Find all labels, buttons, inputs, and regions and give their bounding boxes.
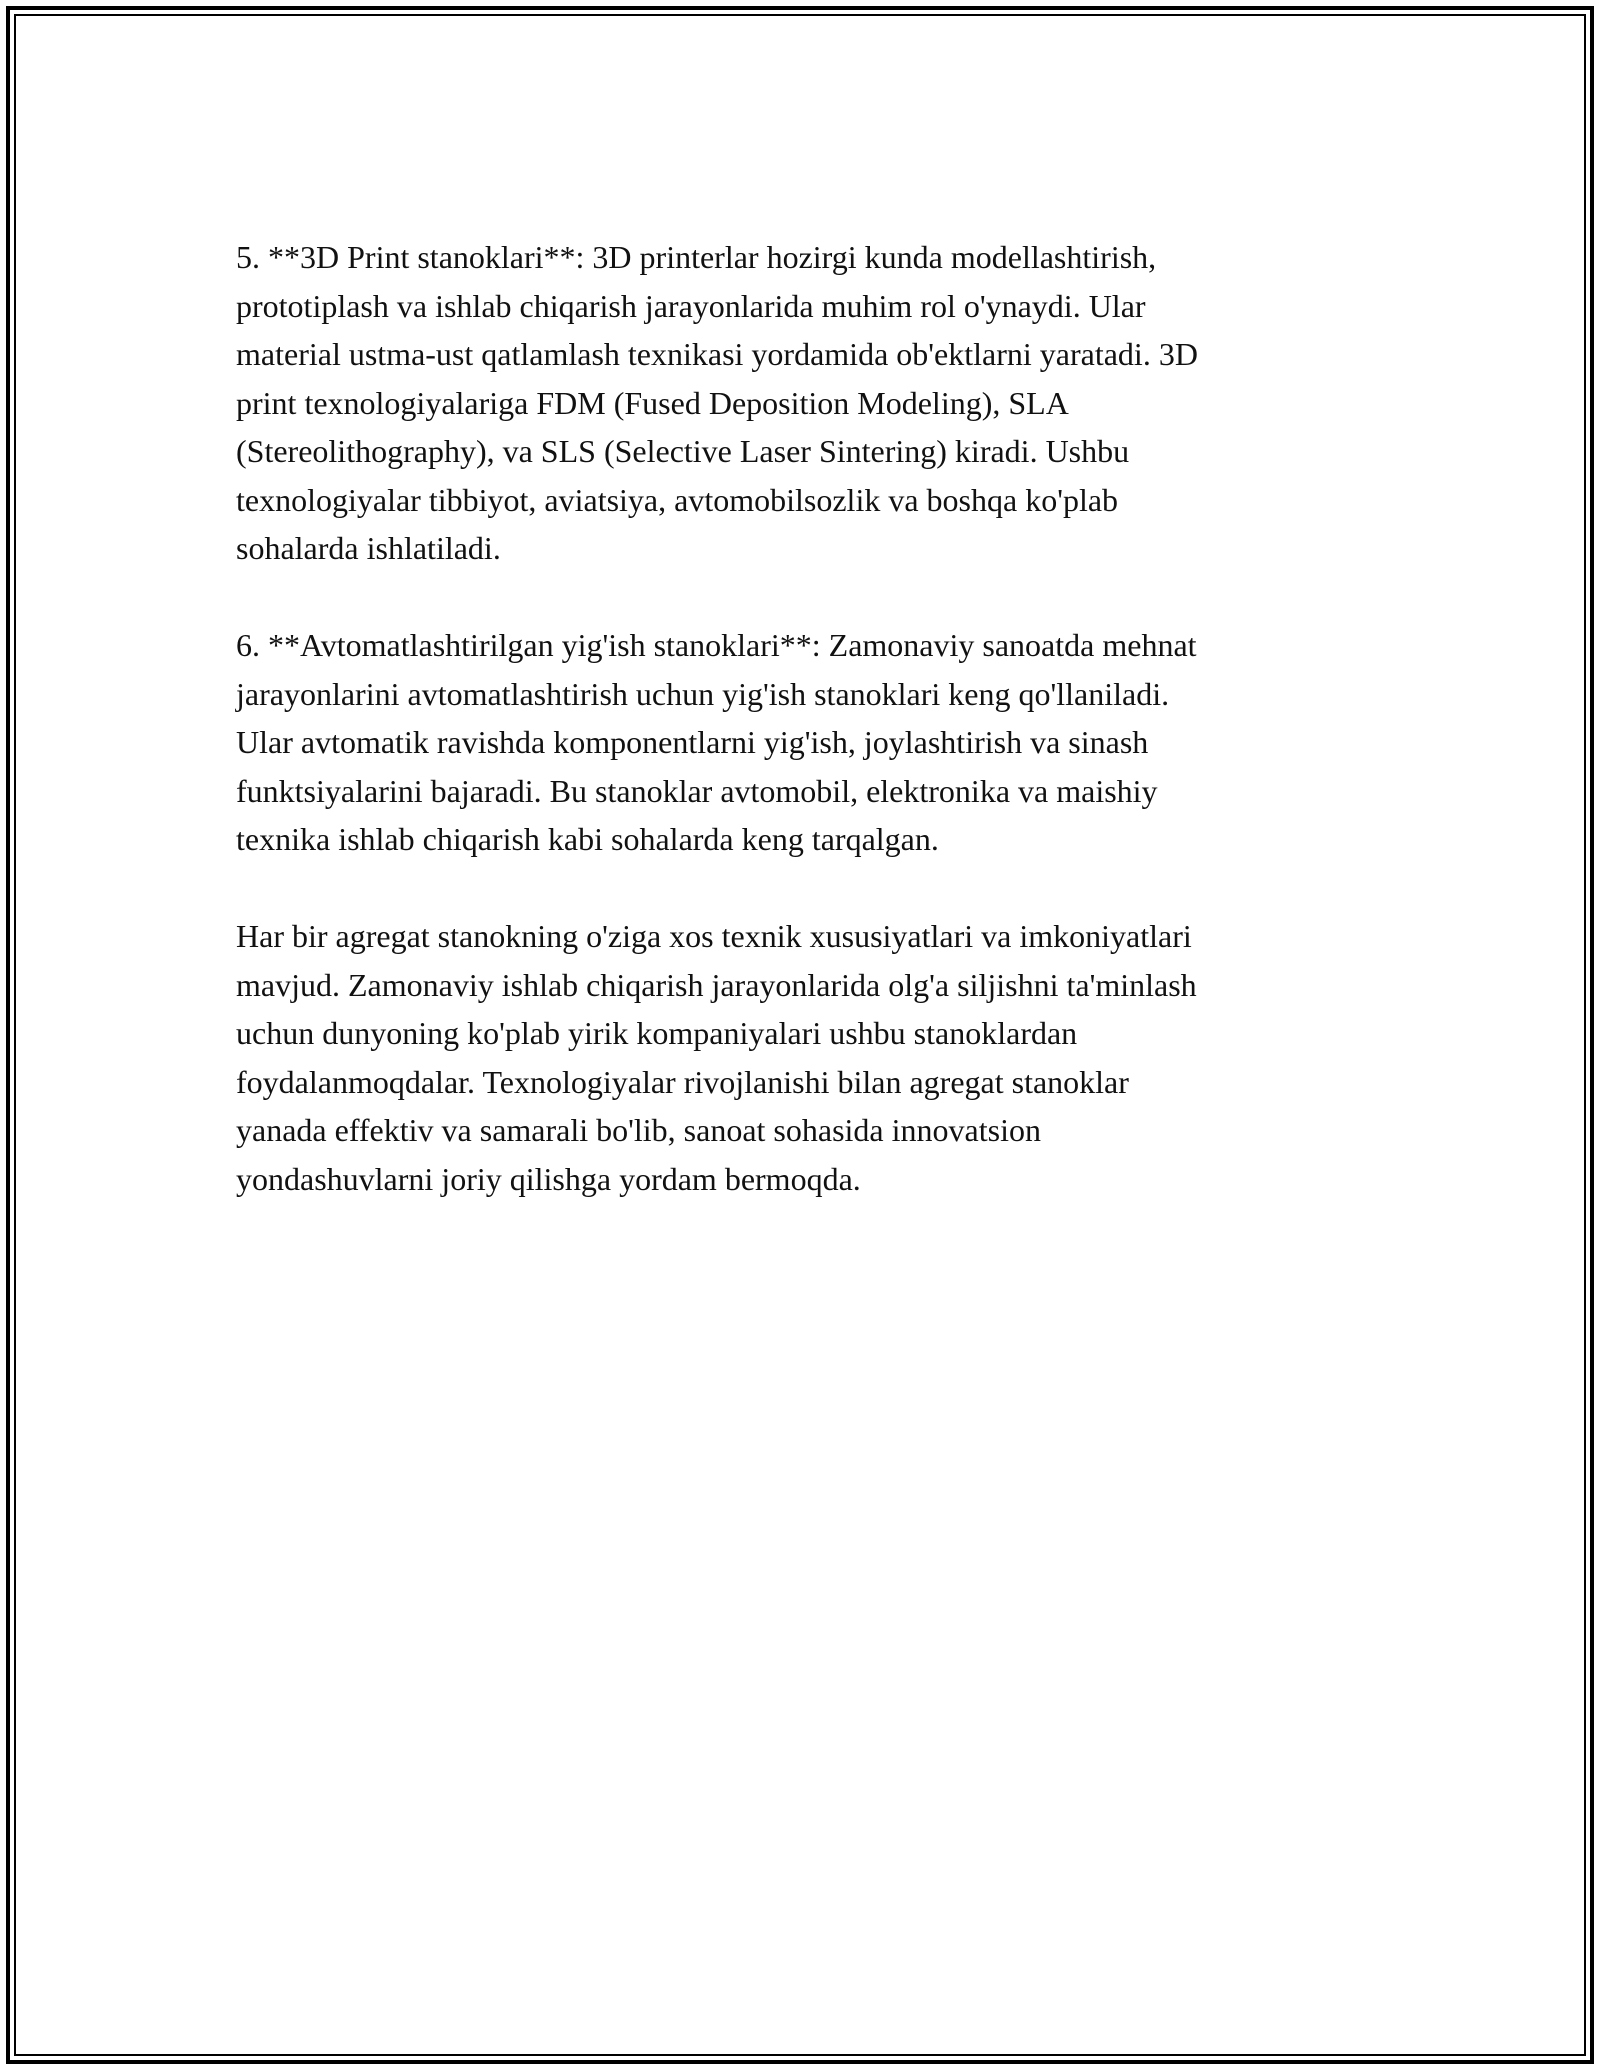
paragraph-conclusion: Har bir agregat stanokning o'ziga xos texnik xususiyatlari va imkoniyatlari mavjud. Zamonaviy ishlab chiqarish jarayonlarida olg'a siljishni ta'minlash uchun dunyoning ko'plab yirik kompaniyalari ushbu stanoklardan foydalanmoqdalar. Texnologiyalar rivojlanishi bilan agregat stanoklar yanada effektiv va samarali bo'lib, sanoat sohasida innovatsion yondashuvlarni joriy qilishga yordam bermoqda. [236,918,1197,1197]
paragraph-assembly-machines: 6. **Avtomatlashtirilgan yig'ish stanoklari**: Zamonaviy sanoatda mehnat jarayonlarini avtomatlashtirish uchun yig'ish stanoklari keng qo'llaniladi. Ular avtomatik ravishda komponentlarni yig'ish, joylashtirish va sinash funktsiyalarini bajaradi. Bu stanoklar avtomobil, elektronika va maishiy texnika ishlab chiqarish kabi sohalarda keng tarqalgan. [236,627,1197,857]
paragraph-3d-print: 5. **3D Print stanoklari**: 3D printerlar hozirgi kunda modellashtirish, prototiplash va ishlab chiqarish jarayonlarida muhim rol o'ynaydi. Ular material ustma-ust qatlamlash texnikasi yordamida ob'ektlarni yaratadi. 3D print texnologiyalariga FDM (Fused Deposition Modeling), SLA (Stereolithography), va SLS (Selective Laser Sintering) kiradi. Ushbu texnologiyalar tibbiyot, aviatsiya, avtomobilsozlik va boshqa ko'plab sohalarda ishlatiladi. [236,239,1198,566]
document-body [236,233,1366,1203]
